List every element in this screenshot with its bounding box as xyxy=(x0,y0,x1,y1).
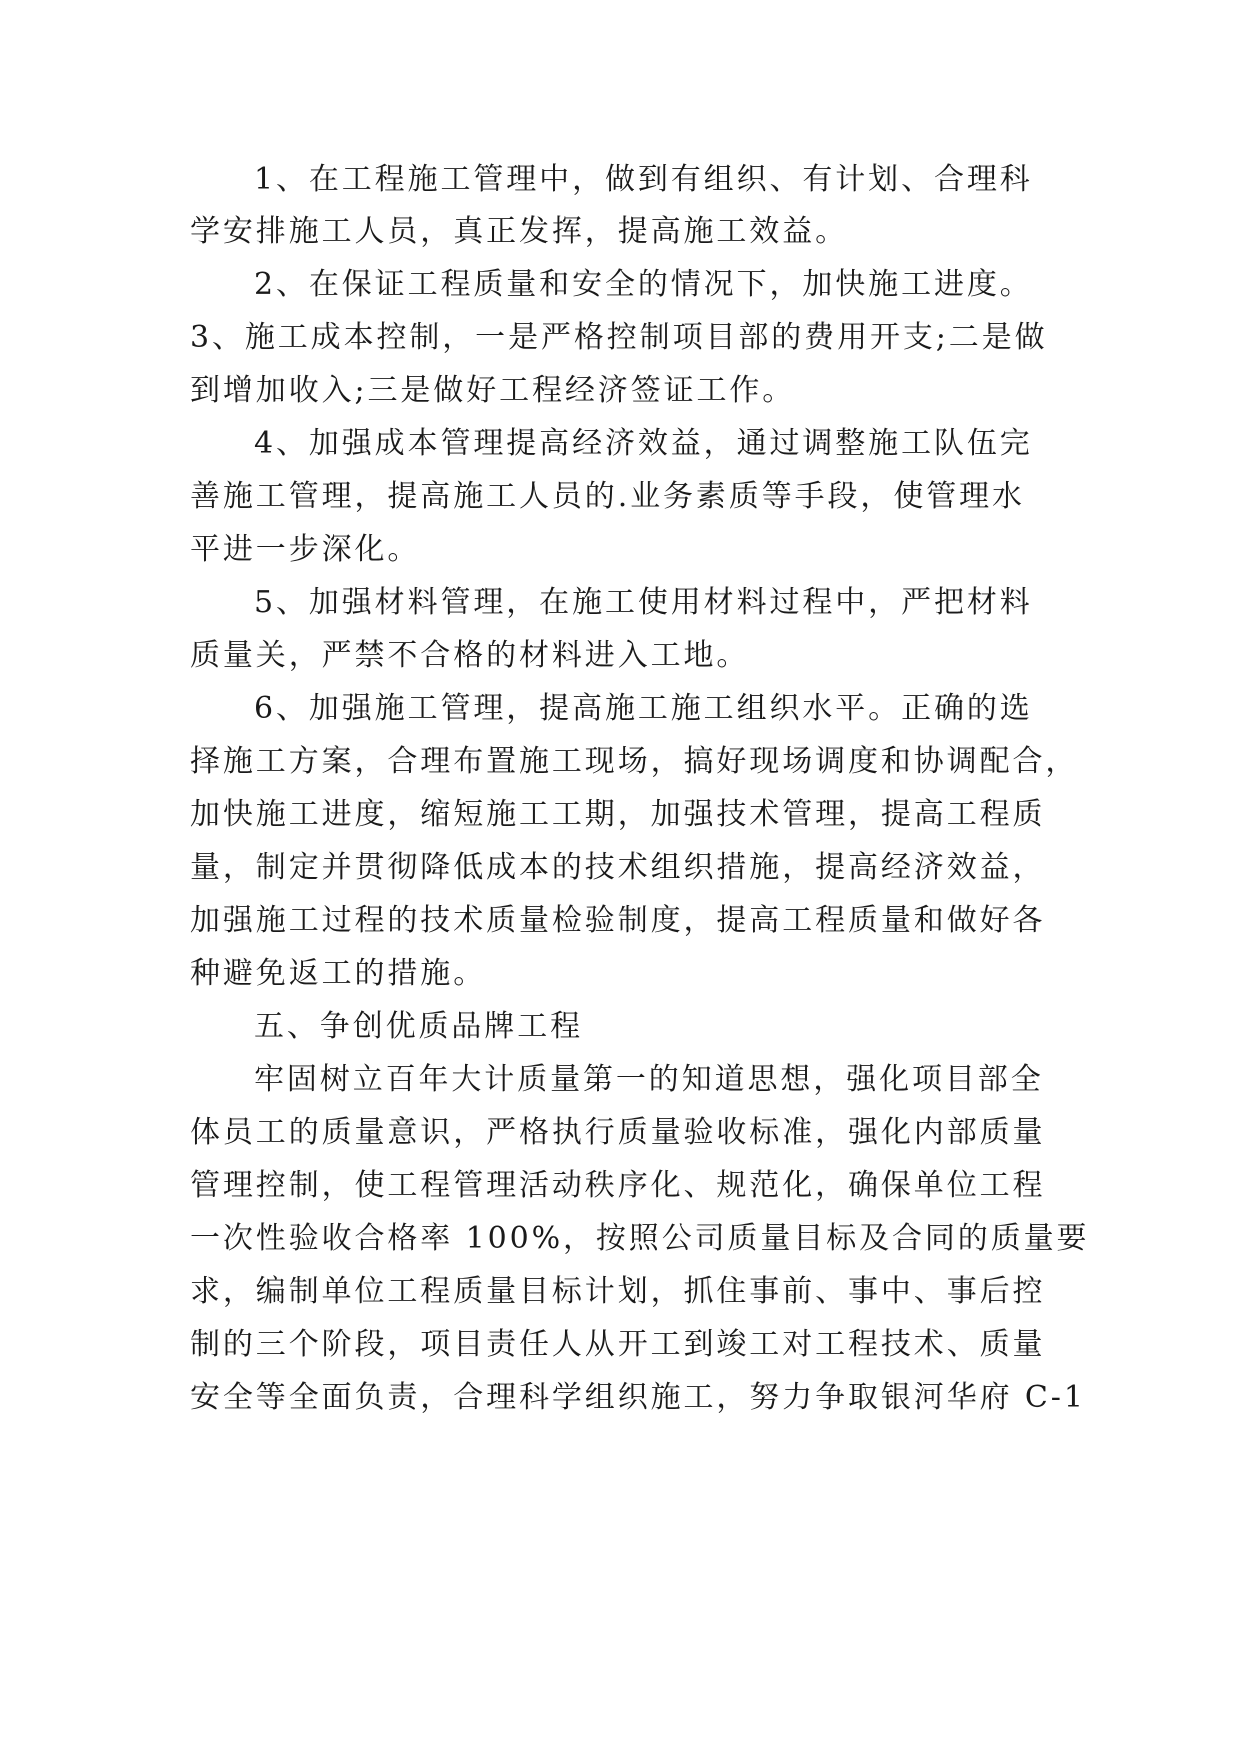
section-heading: 五、争创优质品牌工程 xyxy=(254,1009,583,1044)
text-line: 6、加强施工管理，提高施工施工组织水平。正确的选 xyxy=(254,691,1033,726)
text-line: 1、在工程施工管理中，做到有组织、有计划、合理科 xyxy=(254,162,1033,197)
text-line: 体员工的质量意识，严格执行质量验收标准，强化内部质量 xyxy=(190,1115,1046,1150)
text-line: 5、加强材料管理，在施工使用材料过程中，严把材料 xyxy=(254,585,1033,620)
text-line: 择施工方案，合理布置施工现场，搞好现场调度和协调配合， xyxy=(190,744,1079,779)
text-line: 质量关，严禁不合格的材料进入工地。 xyxy=(190,638,750,673)
text-line: 种避免返工的措施。 xyxy=(190,956,487,991)
text-line: 4、加强成本管理提高经济效益，通过调整施工队伍完 xyxy=(254,426,1033,461)
text-line: 善施工管理，提高施工人员的.业务素质等手段，使管理水 xyxy=(190,479,1025,514)
text-line: 2、在保证工程质量和安全的情况下，加快施工进度。 xyxy=(254,267,1033,302)
text-line: 加快施工进度，缩短施工工期，加强技术管理，提高工程质 xyxy=(190,797,1046,832)
text-line: 安全等全面负责，合理科学组织施工，努力争取银河华府 C-1 xyxy=(190,1380,1086,1415)
text-line: 制的三个阶段，项目责任人从开工到竣工对工程技术、质量 xyxy=(190,1327,1046,1362)
text-line: 学安排施工人员，真正发挥，提高施工效益。 xyxy=(190,214,848,249)
text-line: 牢固树立百年大计质量第一的知道思想，强化项目部全 xyxy=(254,1062,1044,1097)
text-line: 求，编制单位工程质量目标计划，抓住事前、事中、事后控 xyxy=(190,1274,1046,1309)
text-line: 管理控制，使工程管理活动秩序化、规范化，确保单位工程 xyxy=(190,1168,1046,1203)
text-line: 到增加收入;三是做好工程经济签证工作。 xyxy=(190,373,796,408)
text-line: 一次性验收合格率 100%，按照公司质量目标及合同的质量要 xyxy=(190,1221,1090,1256)
text-line: 3、施工成本控制，一是严格控制项目部的费用开支;二是做 xyxy=(190,320,1048,355)
text-line: 量，制定并贯彻降低成本的技术组织措施，提高经济效益， xyxy=(190,850,1046,885)
text-line: 平进一步深化。 xyxy=(190,532,421,567)
text-line: 加强施工过程的技术质量检验制度，提高工程质量和做好各 xyxy=(190,903,1046,938)
